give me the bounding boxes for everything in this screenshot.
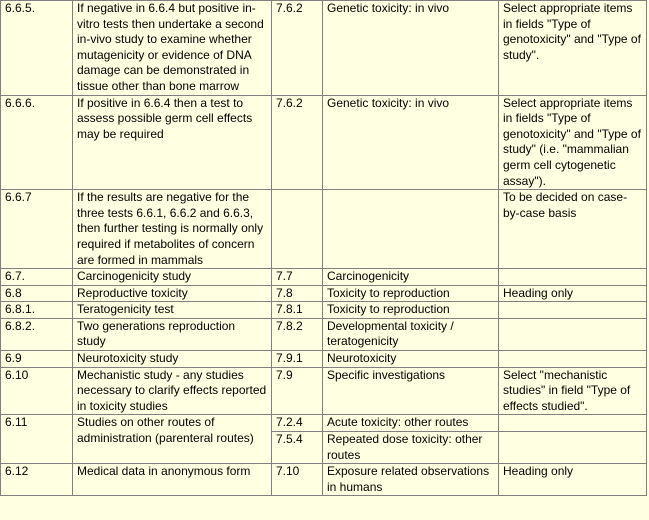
section-number: 6.10	[1, 367, 73, 415]
table-row	[1, 95, 647, 190]
requirement-text: Two generations reproduction study	[73, 318, 272, 350]
requirement-text: Teratogenicity test	[73, 302, 272, 319]
endpoint-number: 7.5.4	[272, 432, 323, 464]
endpoint-name	[323, 190, 499, 269]
section-number: 6.12	[1, 464, 73, 496]
section-number: 6.6.7	[1, 190, 73, 269]
endpoint-number: 7.7	[272, 269, 323, 286]
section-number: 6.7.	[1, 269, 73, 286]
section-number: 6.8.1.	[1, 302, 73, 319]
table-row	[1, 285, 647, 302]
table-row	[1, 415, 647, 432]
table-row	[1, 367, 647, 415]
endpoint-number: 7.6.2	[272, 95, 323, 190]
requirement-text: If the results are negative for the three tests 6.6.1, 6.6.2 and 6.6.3, then further testing is normally only required if metabolites of concern are formed in mammals	[73, 190, 272, 269]
remark: Heading only	[499, 464, 647, 496]
remark	[499, 351, 647, 368]
endpoint-number: 7.8.2	[272, 318, 323, 350]
table-row	[1, 351, 647, 368]
table-row	[1, 1, 647, 96]
table-row	[1, 464, 647, 496]
endpoint-number	[272, 190, 323, 269]
endpoint-name: Repeated dose toxicity: other routes	[323, 432, 499, 464]
remark	[499, 302, 647, 319]
requirement-text: Neurotoxicity study	[73, 351, 272, 368]
remark: Select "mechanistic studies" in field "Type of effects studied".	[499, 367, 647, 415]
table-row	[1, 302, 647, 319]
endpoint-name: Acute toxicity: other routes	[323, 415, 499, 432]
section-number: 6.11	[1, 415, 73, 464]
requirement-text: Carcinogenicity study	[73, 269, 272, 286]
endpoint-number: 7.9.1	[272, 351, 323, 368]
requirement-text: If negative in 6.6.4 but positive in-vitro tests then undertake a second in-vivo study to examine whether mutagenicity or evidence of DNA damage can be demonstrated in tissue other than bone marrow	[73, 1, 272, 96]
remark	[499, 318, 647, 350]
table-row	[1, 190, 647, 269]
remark: Heading only	[499, 285, 647, 302]
endpoint-name: Genetic toxicity: in vivo	[323, 95, 499, 190]
endpoint-number: 7.6.2	[272, 1, 323, 96]
endpoint-number: 7.10	[272, 464, 323, 496]
endpoint-number: 7.8.1	[272, 302, 323, 319]
requirement-text: Mechanistic study - any studies necessary to clarify effects reported in toxicity studies	[73, 367, 272, 415]
endpoint-name: Exposure related observations in humans	[323, 464, 499, 496]
table-row	[1, 269, 647, 286]
remark	[499, 415, 647, 432]
endpoint-number: 7.9	[272, 367, 323, 415]
remark	[499, 269, 647, 286]
remark: Select appropriate items in fields "Type of genotoxicity" and "Type of study".	[499, 1, 647, 96]
requirement-text: Medical data in anonymous form	[73, 464, 272, 496]
endpoint-number: 7.8	[272, 285, 323, 302]
endpoint-name: Carcinogenicity	[323, 269, 499, 286]
remark: Select appropriate items in fields "Type of genotoxicity" and "Type of study" (i.e. "mammalian germ cell cytogenetic assay").	[499, 95, 647, 190]
section-number: 6.6.5.	[1, 1, 73, 96]
requirement-text: Reproductive toxicity	[73, 285, 272, 302]
section-number: 6.6.6.	[1, 95, 73, 190]
section-number: 6.8	[1, 285, 73, 302]
remark	[499, 432, 647, 464]
endpoint-name: Neurotoxicity	[323, 351, 499, 368]
table-row	[1, 318, 647, 350]
section-number: 6.8.2.	[1, 318, 73, 350]
endpoint-number: 7.2.4	[272, 415, 323, 432]
requirement-text: If positive in 6.6.4 then a test to assess possible germ cell effects may be required	[73, 95, 272, 190]
requirement-text: Studies on other routes of administration (parenteral routes)	[73, 415, 272, 464]
endpoint-name: Specific investigations	[323, 367, 499, 415]
endpoint-name: Developmental toxicity / teratogenicity	[323, 318, 499, 350]
endpoint-name: Genetic toxicity: in vivo	[323, 1, 499, 96]
remark: To be decided on case-by-case basis	[499, 190, 647, 269]
endpoint-name: Toxicity to reproduction	[323, 285, 499, 302]
section-number: 6.9	[1, 351, 73, 368]
endpoint-name: Toxicity to reproduction	[323, 302, 499, 319]
